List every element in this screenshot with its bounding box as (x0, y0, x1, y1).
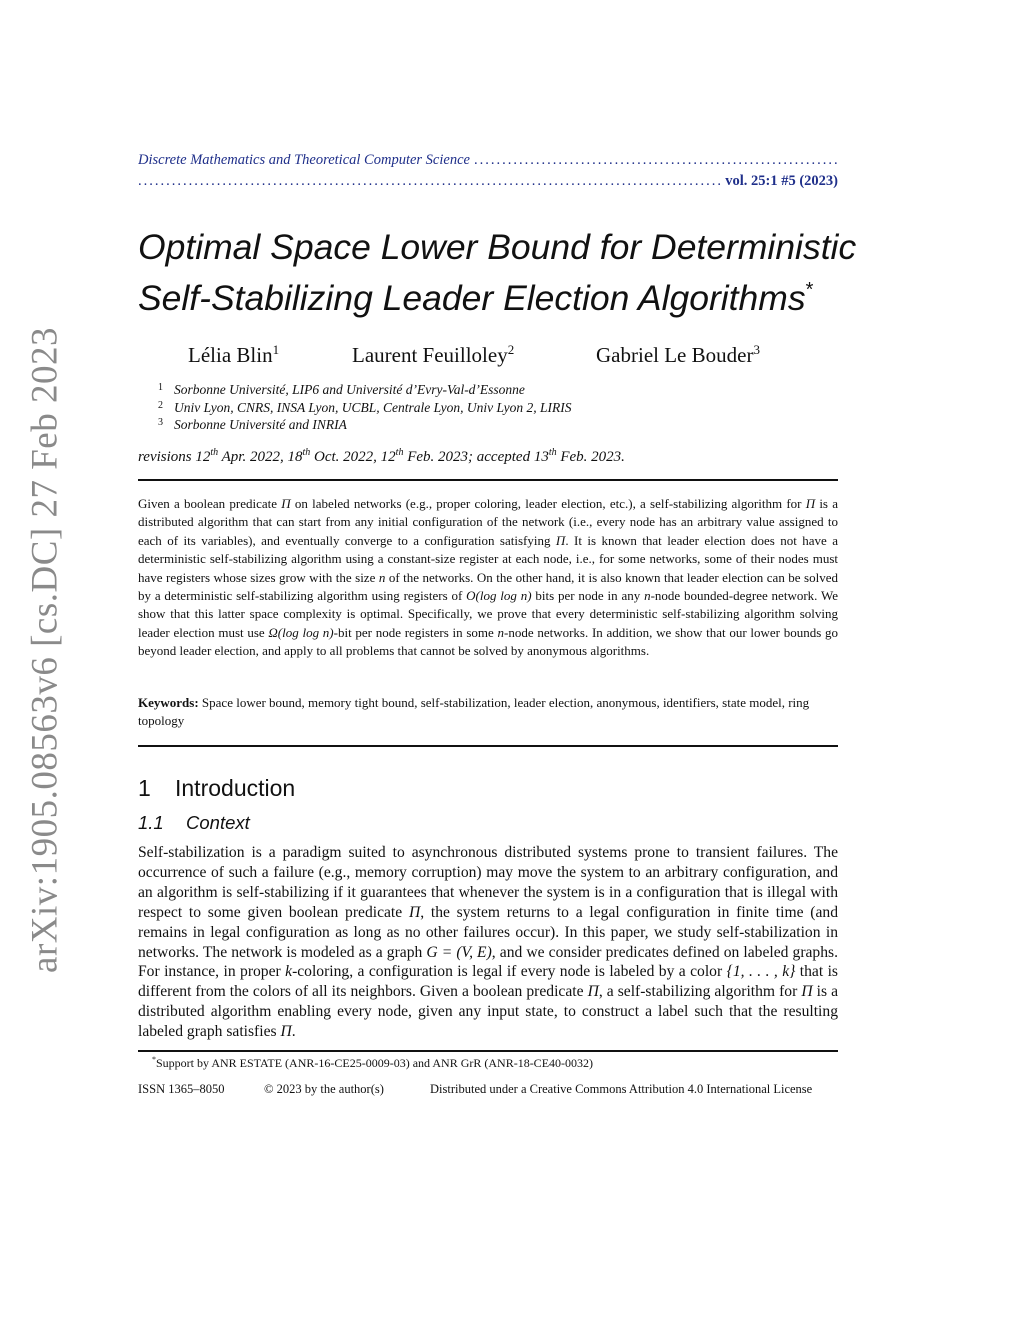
author-1: Lélia Blin$^1$ (188, 342, 280, 367)
abstract-bottom-rule (138, 745, 838, 747)
author-2: Laurent Feuilloley$^2$ (352, 342, 515, 367)
arxiv-stamp: arXiv:1905.08563v6 [cs.DC] 27 Feb 2023 (24, 327, 66, 973)
author-3: Gabriel Le Bouder$^3$ (596, 342, 760, 367)
journal-volume: vol. 25:1 #5 (2023) (725, 173, 838, 189)
affiliation-1: 1 Sorbonne Université, LIP6 and Université d’Evry-Val-d’Essonne (158, 382, 525, 397)
intro-paragraph: Self-stabilization is a paradigm suited to asynchronous distributed systems prone to transient failures. The occurrence of such a failure (e.g., memory corruption) may move the system to an arbitrary configuration, and an algorithm is self-stabilizing if it guarantees that whenever the system is in a configuration that is illegal with respect to some given boolean predicate Π, the system returns to a legal configuration in finite time (and remains in legal configuration as long as no other failures occur). In this paper, we study self-stabilization in networks. The network is modeled as a graph G = (V, E), and we consider predicates defined on labeled graphs. For instance, in proper k-coloring, a configuration is legal if every node is labeled by a color {1, . . . , k} that is different from the colors of all its neighbors. Given a boolean predicate Π, a self-stabilizing algorithm for Π is a distributed algorithm enabling every node, given any input state, to construct a label such that the resulting labeled graph satisfies Π. (138, 844, 838, 1041)
journal-header-line1 (138, 152, 838, 174)
dot-leader (474, 152, 838, 169)
subsection-heading: 1.1 Context (138, 812, 250, 833)
revisions-line: revisions 12th Apr. 2022, 18th Oct. 2022, 12th Feb. 2023; accepted 13th Feb. 2023. (138, 447, 625, 465)
title-line-1: Optimal Space Lower Bound for Deterministic (138, 227, 857, 267)
section-heading: 1 Introduction (138, 775, 296, 801)
title-line-2: Self-Stabilizing Leader Election Algorithms* (138, 278, 814, 318)
issn: ISSN 1365–8050 (138, 1082, 225, 1096)
keywords: Keywords: Space lower bound, memory tight bound, self-stabilization, leader election, anonymous, identifiers, state model, ring topology (138, 695, 810, 729)
copyright: © 2023 by the author(s) (264, 1082, 384, 1096)
paper-title (138, 226, 858, 320)
license: Distributed under a Creative Commons Attribution 4.0 International License (430, 1082, 813, 1096)
journal-name: Discrete Mathematics and Theoretical Computer Science (138, 152, 470, 168)
footnote-rule (138, 1050, 838, 1052)
abstract-top-rule (138, 479, 838, 481)
affiliation-3: 3 Sorbonne Université and INRIA (158, 417, 347, 432)
dot-leader (138, 173, 721, 190)
title-footnote-mark: * (805, 279, 814, 301)
affiliation-2: 2 Univ Lyon, CNRS, INSA Lyon, UCBL, Centrale Lyon, Univ Lyon 2, LIRIS (158, 400, 572, 415)
journal-header-line2 (138, 173, 838, 195)
footnote: *Support by ANR ESTATE (ANR-16-CE25-0009-03) and ANR GrR (ANR-18-CE40-0032) (152, 1055, 594, 1070)
keywords-label: Keywords: (138, 695, 199, 710)
abstract: Given a boolean predicate Π on labeled networks (e.g., proper coloring, leader election, etc.), a self-stabilizing algorithm for Π is a distributed algorithm that can start from any initial configuration of the network (i.e., every node has an arbitrary value assigned to each of its variables), and eventually converge to a configuration satisfying Π. It is known that leader election does not have a deterministic self-stabilizing algorithm using a constant-size register at each node, i.e., for some networks, some of their nodes must have registers whose sizes grow with the size n of the networks. On the other hand, it is also known that leader election can be solved by a deterministic self-stabilizing algorithm using registers of O(log log n) bits per node in any n-node bounded-degree network. We show that this latter space complexity is optimal. Specifically, we prove that every deterministic self-stabilizing algorithm solving leader election must use Ω(log log n)-bit per node registers in some n-node networks. In addition, we show that our lower bounds go beyond leader election, and apply to all problems that cannot be solved by anonymous algorithms. (138, 496, 839, 659)
